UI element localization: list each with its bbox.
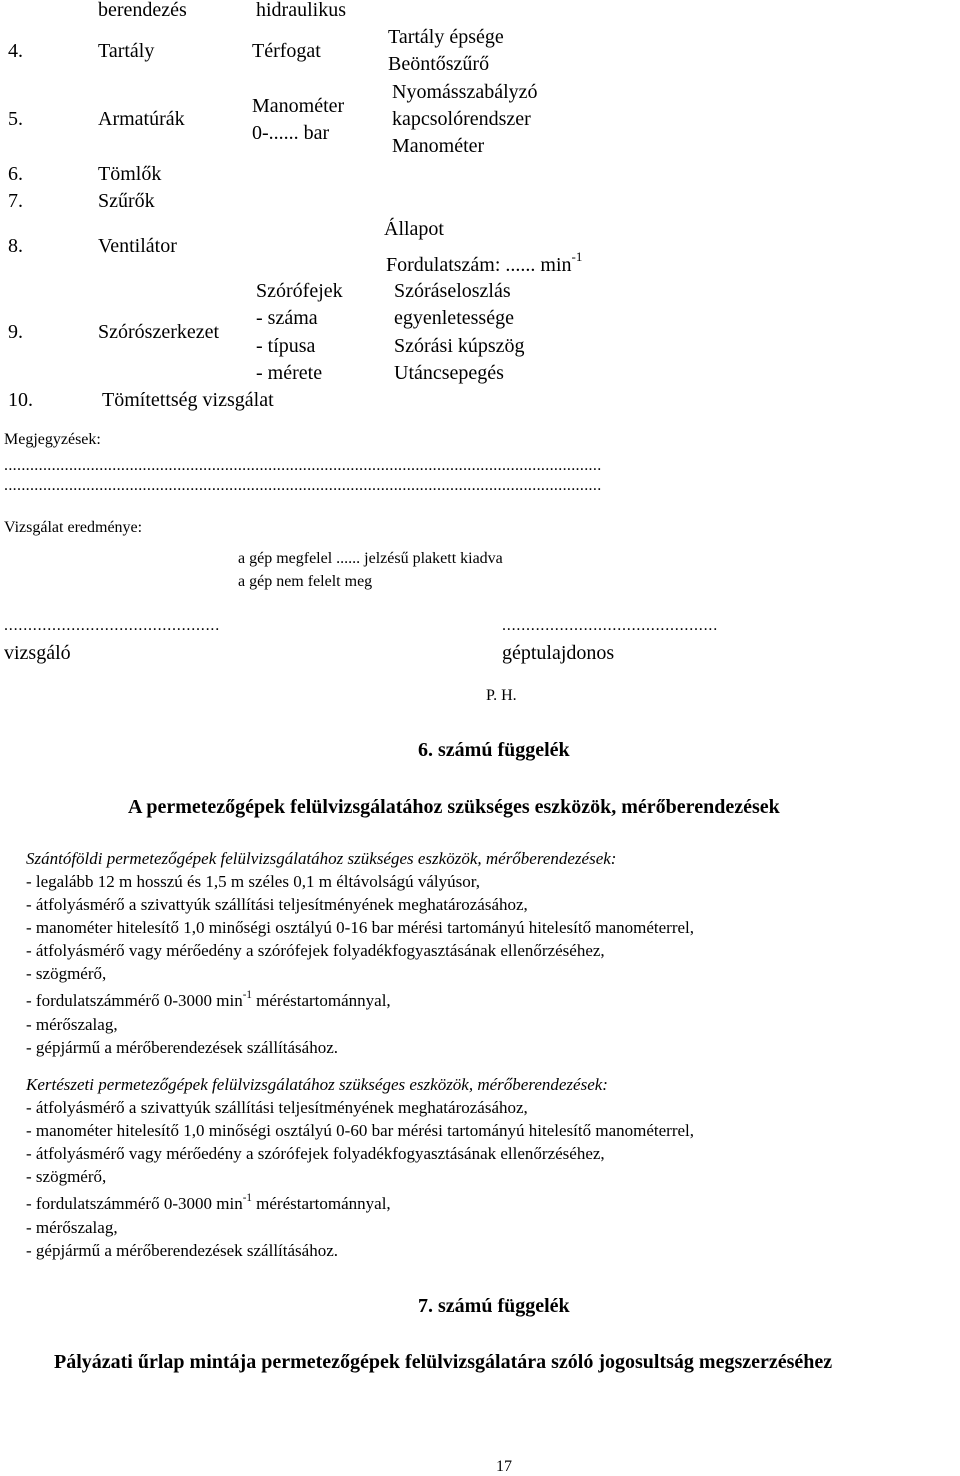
rpm-meter-exponent: -1 — [242, 988, 252, 1001]
appendix6-title: 6. számú függelék — [418, 739, 570, 761]
signature-line-owner: ............................................. — [502, 617, 718, 634]
row6-number: 6. — [8, 163, 23, 185]
rpm-meter-range: méréstartománnyal, — [251, 991, 391, 1010]
list-item: - mérőszalag, — [26, 1218, 118, 1237]
list-item: - gépjármű a mérőberendezések szállításához. — [26, 1241, 338, 1260]
row7-number: 7. — [8, 190, 23, 212]
row9-param: - száma — [256, 307, 318, 329]
stamp-place: P. H. — [486, 687, 517, 704]
row4-name: Tartály — [98, 40, 155, 62]
signature-line-inspector: ............................................. — [4, 617, 220, 634]
list-item: - szögmérő, — [26, 964, 107, 983]
row9-check: Utáncsepegés — [394, 362, 504, 384]
list-item: - átfolyásmérő vagy mérőedény a szórófejek folyadékfogyasztásának ellenőrzéséhez, — [26, 1144, 605, 1163]
list-item: - gépjármű a mérőberendezések szállításához. — [26, 1038, 338, 1057]
row9-name: Szórószerkezet — [98, 321, 220, 343]
row4-number: 4. — [8, 40, 23, 62]
notes-dotted-line: .......................................................................................................................................... — [4, 457, 602, 474]
row9-check: Szóráseloszlás — [394, 280, 511, 302]
row5-param: Manométer — [252, 95, 345, 117]
row9-param: - típusa — [256, 335, 316, 357]
rpm-meter-exponent: -1 — [242, 1191, 252, 1204]
rpm-exponent: -1 — [571, 249, 583, 265]
row8-number: 8. — [8, 235, 23, 257]
row9-check: egyenletessége — [394, 307, 514, 329]
field-sprayers-intro: Szántóföldi permetezőgépek felülvizsgálatához szükséges eszközök, mérőberendezések: — [26, 849, 617, 868]
rpm-text: Fordulatszám: ...... min — [386, 254, 572, 276]
result-option-fail: a gép nem felelt meg — [238, 573, 373, 590]
result-option-pass: a gép megfelel ...... jelzésű plakett kiadva — [238, 550, 503, 567]
row4-check: Beöntőszűrő — [388, 53, 490, 75]
row8-check: Állapot — [384, 218, 444, 240]
row6-name: Tömlők — [98, 163, 162, 185]
row5-param: 0-...... bar — [252, 122, 330, 144]
row7-name: Szűrők — [98, 190, 155, 212]
row5-check: Nyomásszabályzó — [392, 81, 538, 103]
list-item: - átfolyásmérő a szivattyúk szállítási teljesítményének meghatározásához, — [26, 895, 528, 914]
list-item: - átfolyásmérő vagy mérőedény a szórófejek folyadékfogyasztásának ellenőrzéséhez, — [26, 941, 605, 960]
row-top-col3: hidraulikus — [256, 0, 346, 21]
row10-number: 10. — [8, 389, 33, 411]
row5-number: 5. — [8, 108, 23, 130]
row4-param: Térfogat — [252, 40, 321, 62]
row9-number: 9. — [8, 321, 23, 343]
rpm-meter-range: méréstartománnyal, — [251, 1194, 391, 1213]
list-item: - mérőszalag, — [26, 1015, 118, 1034]
row9-param: Szórófejek — [256, 280, 343, 302]
row8-name: Ventilátor — [98, 235, 177, 257]
row8-check — [386, 249, 583, 276]
appendix7-heading: Pályázati űrlap mintája permetezőgépek felülvizsgálatára szóló jogosultság megszerzéséhez — [54, 1351, 833, 1373]
signature-label-inspector: vizsgáló — [4, 642, 71, 664]
list-item: - szögmérő, — [26, 1167, 107, 1186]
page-number: 17 — [496, 1458, 512, 1475]
appendix7-title: 7. számú függelék — [418, 1295, 570, 1317]
list-item — [26, 988, 391, 1010]
row9-param: - mérete — [256, 362, 323, 384]
list-item: - átfolyásmérő a szivattyúk szállítási teljesítményének meghatározásához, — [26, 1098, 528, 1117]
garden-sprayers-intro: Kertészeti permetezőgépek felülvizsgálatához szükséges eszközök, mérőberendezések: — [26, 1075, 608, 1094]
row4-check: Tartály épsége — [388, 26, 504, 48]
row5-check: kapcsolórendszer — [392, 108, 531, 130]
row5-name: Armatúrák — [98, 108, 185, 130]
notes-label: Megjegyzések: — [4, 431, 101, 448]
appendix6-heading: A permetezőgépek felülvizsgálatához szükséges eszközök, mérőberendezések — [128, 796, 780, 818]
row10-name: Tömítettség vizsgálat — [102, 389, 274, 411]
notes-dotted-line: .......................................................................................................................................... — [4, 477, 602, 494]
rpm-meter-text: - fordulatszámmérő 0-3000 min — [26, 1194, 243, 1213]
rpm-meter-text: - fordulatszámmérő 0-3000 min — [26, 991, 243, 1010]
list-item: - manométer hitelesítő 1,0 minőségi osztályú 0-60 bar mérési tartományú hitelesítő manométerrel, — [26, 1121, 695, 1140]
signature-label-owner: géptulajdonos — [502, 642, 615, 664]
row5-check: Manométer — [392, 135, 485, 157]
list-item — [26, 1191, 391, 1213]
list-item: - manométer hitelesítő 1,0 minőségi osztályú 0-16 bar mérési tartományú hitelesítő manométerrel, — [26, 918, 695, 937]
list-item: - legalább 12 m hosszú és 1,5 m széles 0,1 m éltávolságú vályúsor, — [26, 872, 480, 891]
row9-check: Szórási kúpszög — [394, 335, 525, 357]
result-label: Vizsgálat eredménye: — [4, 519, 143, 536]
row-top-col2: berendezés — [98, 0, 187, 21]
